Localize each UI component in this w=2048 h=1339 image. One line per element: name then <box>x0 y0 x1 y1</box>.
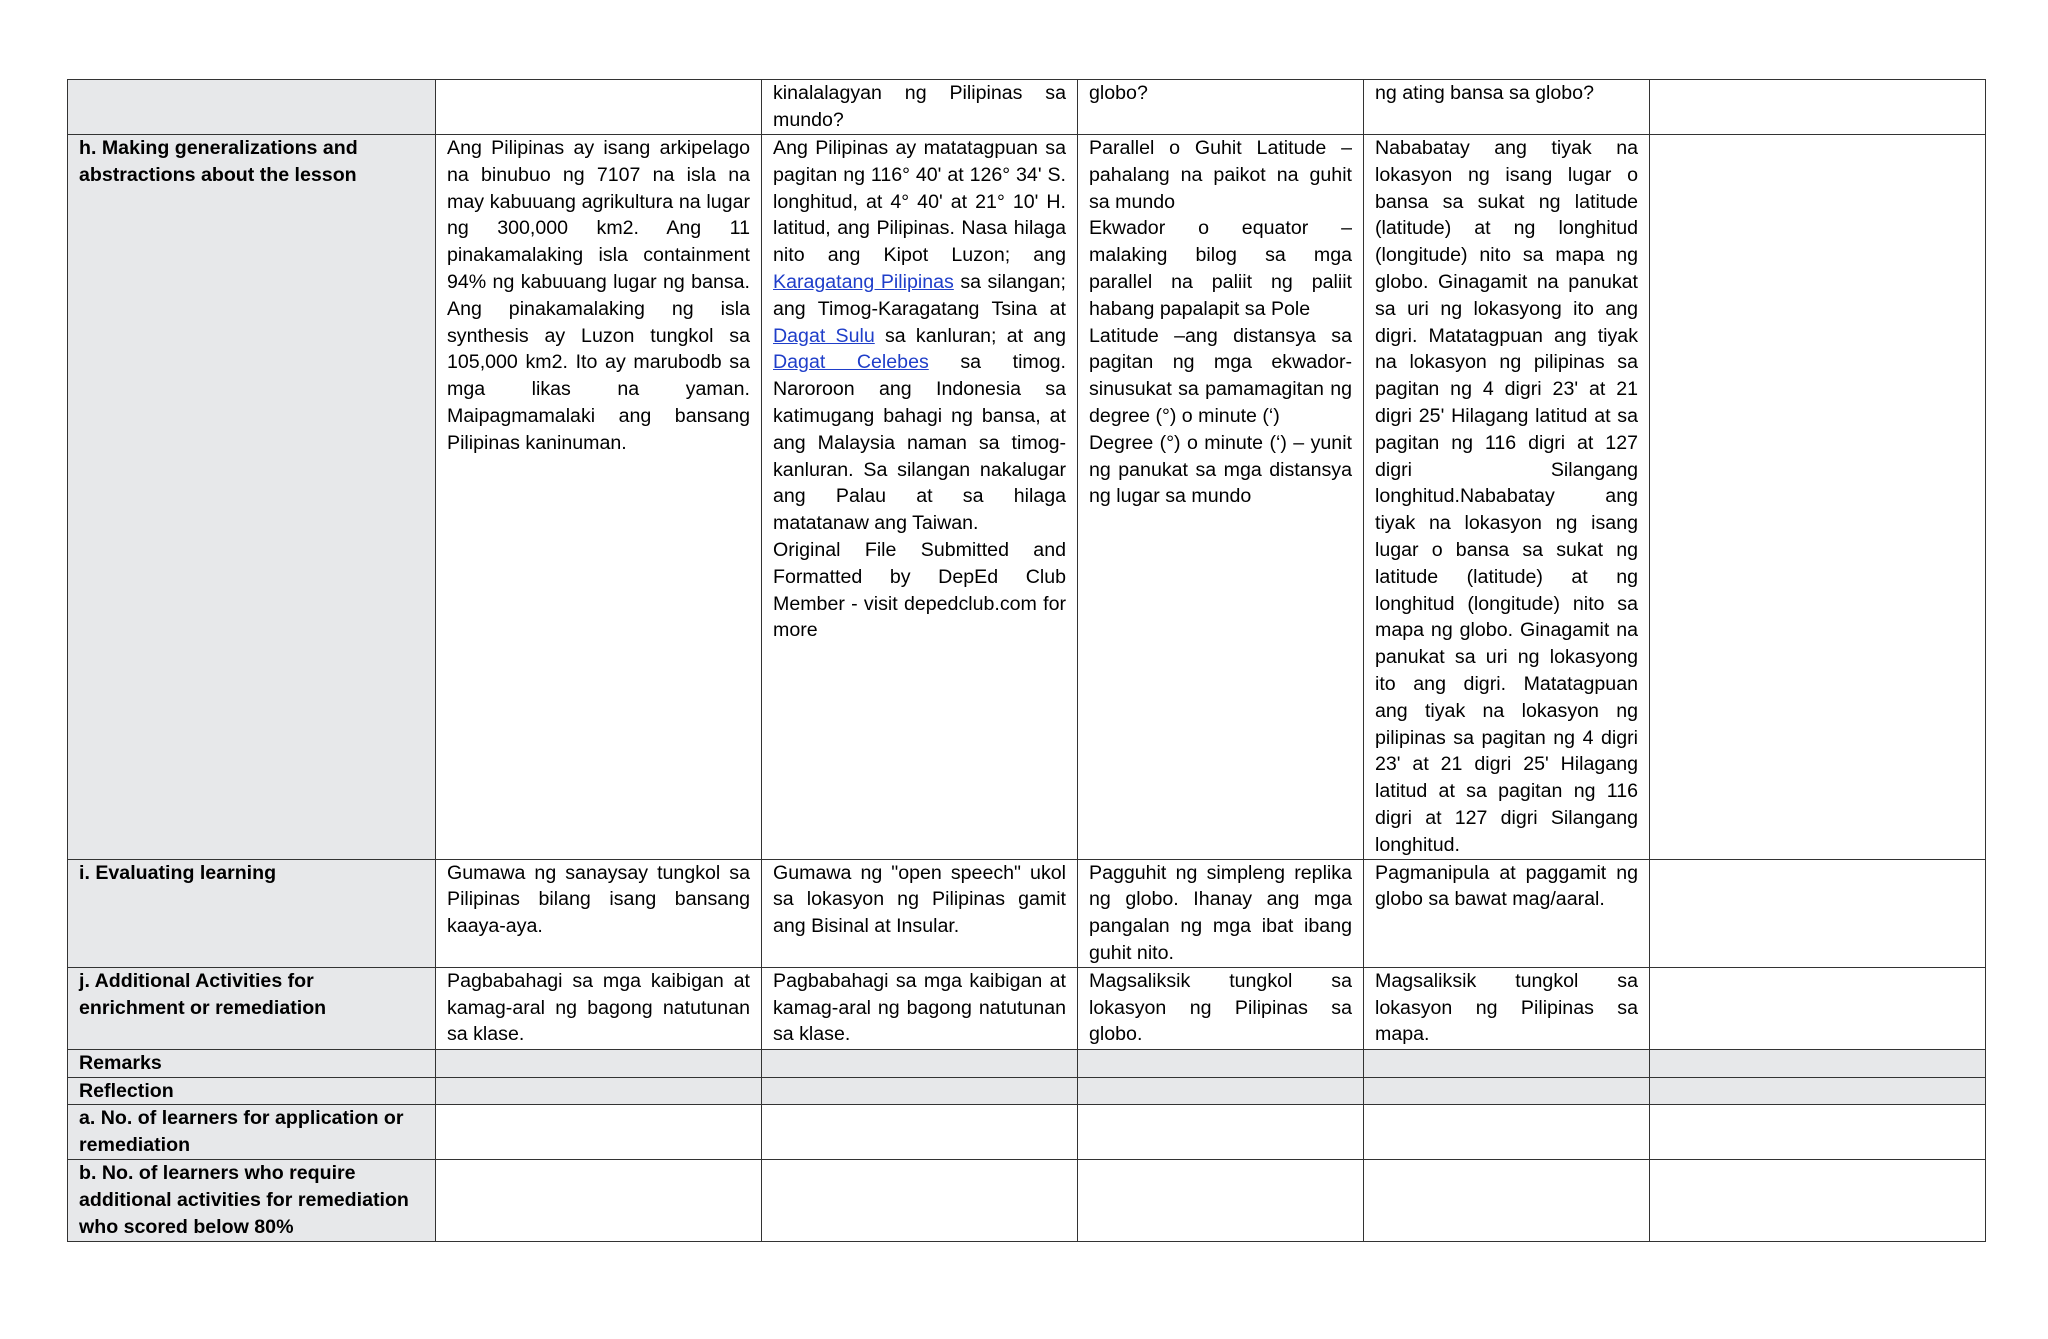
row-label-remarks: Remarks <box>68 1049 436 1077</box>
cell-generalizations-day5 <box>1650 135 1986 860</box>
text-degree-definition: Degree (°) o minute (‘) – yunit ng panukat sa mga distansya ng lugar sa mundo <box>1089 431 1352 508</box>
cell-continuation-day2: kinalalagyan ng Pilipinas sa mundo? <box>762 80 1078 135</box>
row-label-continuation <box>68 80 436 135</box>
cell-additional-day1: Pagbabahagi sa mga kaibigan at kamag-aral ng bagong natutunan sa klase. <box>436 967 762 1049</box>
cell-learners-application-day3 <box>1078 1105 1364 1160</box>
text-latitude-definition: Latitude –ang distansya sa pagitan ng mga ekwador- sinusukat sa pamamagitan ng degree (°) o minute (‘) <box>1089 324 1352 427</box>
cell-learners-application-day1 <box>436 1105 762 1160</box>
cell-reflection-day2 <box>762 1077 1078 1105</box>
cell-remarks-day5 <box>1650 1049 1986 1077</box>
text-location-part2: sa silangan; ang Timog-Karagatang Tsina at <box>773 270 1066 320</box>
cell-continuation-day1 <box>436 80 762 135</box>
table-row-additional-activities <box>68 967 1986 1049</box>
cell-learners-application-day4 <box>1364 1105 1650 1160</box>
cell-evaluating-day5 <box>1650 859 1986 967</box>
cell-additional-day2: Pagbabahagi sa mga kaibigan at kamag-aral ng bagong natutunan sa klase. <box>762 967 1078 1049</box>
cell-remarks-day4 <box>1364 1049 1650 1077</box>
cell-learners-application-day5 <box>1650 1105 1986 1160</box>
cell-learners-remediation-day4 <box>1364 1160 1650 1242</box>
cell-reflection-day1 <box>436 1077 762 1105</box>
cell-generalizations-day2 <box>762 135 1078 860</box>
cell-remarks-day1 <box>436 1049 762 1077</box>
cell-reflection-day3 <box>1078 1077 1364 1105</box>
cell-generalizations-day3 <box>1078 135 1364 860</box>
daily-lesson-log-table <box>67 79 1986 1242</box>
link-dagat-sulu[interactable]: Dagat Sulu <box>773 324 875 347</box>
link-dagat-celebes[interactable]: Dagat Celebes <box>773 351 929 374</box>
cell-reflection-day5 <box>1650 1077 1986 1105</box>
cell-additional-day4: Magsaliksik tungkol sa lokasyon ng Pilipinas sa mapa. <box>1364 967 1650 1049</box>
row-label-reflection: Reflection <box>68 1077 436 1105</box>
row-label-additional-activities: j. Additional Activities for enrichment or remediation <box>68 967 436 1049</box>
text-ekwador-definition: Ekwador o equator – malaking bilog sa mga parallel na paliit ng paliit habang papalapit sa Pole <box>1089 217 1352 320</box>
cell-learners-remediation-day3 <box>1078 1160 1364 1242</box>
text-location-part3: sa kanluran; at ang <box>884 324 1066 347</box>
cell-continuation-day5 <box>1650 80 1986 135</box>
table-row-continuation <box>68 80 1986 135</box>
cell-learners-remediation-day2 <box>762 1160 1078 1242</box>
text-location-part4: sa timog. Naroroon ang Indonesia sa katimugang bahagi ng bansa, at ang Malaysia naman sa timog-kanluran. Sa silangan nakalugar ang Palau at sa hilaga matatanaw ang Taiwan. <box>773 351 1066 535</box>
cell-evaluating-day3: Pagguhit ng simpleng replika ng globo. Ihanay ang mga pangalan ng mga ibat ibang guhit nito. <box>1078 859 1364 967</box>
cell-additional-day3: Magsaliksik tungkol sa lokasyon ng Pilipinas sa globo. <box>1078 967 1364 1049</box>
row-label-learners-remediation: b. No. of learners who require additional activities for remediation who scored below 80% <box>68 1160 436 1242</box>
cell-additional-day5 <box>1650 967 1986 1049</box>
row-label-evaluating: i. Evaluating learning <box>68 859 436 967</box>
text-location-part1: Ang Pilipinas ay matatagpuan sa pagitan ng 116° 40' at 126° 34' S. longhitud, at 4° 40' at 21° 10' H. latitud, ang Pilipinas. Nasa hilaga nito ang Kipot Luzon; ang <box>773 137 1066 267</box>
cell-evaluating-day1: Gumawa ng sanaysay tungkol sa Pilipinas bilang isang bansang kaaya-aya. <box>436 859 762 967</box>
table-row-remarks <box>68 1049 1986 1077</box>
row-label-generalizations: h. Making generalizations and abstractions about the lesson <box>68 135 436 860</box>
text-parallel-definition: Parallel o Guhit Latitude – pahalang na paikot na guhit sa mundo <box>1089 137 1352 213</box>
row-label-learners-application: a. No. of learners for application or remediation <box>68 1105 436 1160</box>
table-row-evaluating <box>68 859 1986 967</box>
cell-continuation-day4: ng ating bansa sa globo? <box>1364 80 1650 135</box>
table-row-learners-application <box>68 1105 1986 1160</box>
text-source-note: Original File Submitted and Formatted by DepEd Club Member - visit depedclub.com for more <box>773 538 1066 642</box>
cell-learners-remediation-day5 <box>1650 1160 1986 1242</box>
cell-continuation-day3: globo? <box>1078 80 1364 135</box>
link-karagatang-pilipinas[interactable]: Karagatang Pilipinas <box>773 270 954 293</box>
table-row-generalizations <box>68 135 1986 860</box>
cell-learners-remediation-day1 <box>436 1160 762 1242</box>
cell-remarks-day2 <box>762 1049 1078 1077</box>
cell-remarks-day3 <box>1078 1049 1364 1077</box>
cell-generalizations-day1: Ang Pilipinas ay isang arkipelago na binubuo ng 7107 na isla na may kabuuang agrikultura na lugar ng 300,000 km2. Ang 11 pinakamalaking isla containment 94% ng kabuuang lugar ng bansa. Ang pinakamalaking ng isla synthesis ay Luzon tungkol sa 105,000 km2. Ito ay marubodb sa mga likas na yaman. Maipagmamalaki ang bansang Pilipinas kaninuman. <box>436 135 762 860</box>
cell-reflection-day4 <box>1364 1077 1650 1105</box>
lesson-log-page <box>67 79 1985 1242</box>
table-row-reflection <box>68 1077 1986 1105</box>
cell-learners-application-day2 <box>762 1105 1078 1160</box>
cell-evaluating-day2: Gumawa ng "open speech" ukol sa lokasyon ng Pilipinas gamit ang Bisinal at Insular. <box>762 859 1078 967</box>
cell-generalizations-day4: Nababatay ang tiyak na lokasyon ng isang lugar o bansa sa sukat ng latitude (latitude) at ng longhitud (longitude) nito sa mapa ng globo. Ginagamit na panukat sa uri ng lokasyong ito ang digri. Matatagpuan ang tiyak na lokasyon ng pilipinas sa pagitan ng 4 digri 23' at 21 digri 25' Hilagang latitud at sa pagitan ng 116 digri at 127 digri Silangang longhitud.Nababatay ang tiyak na lokasyon ng isang lugar o bansa sa sukat ng latitude (latitude) at ng longhitud (longitude) nito sa mapa ng globo. Ginagamit na panukat sa uri ng lokasyong ito ang digri. Matatagpuan ang tiyak na lokasyon ng pilipinas sa pagitan ng 4 digri 23' at 21 digri 25' Hilagang latitud at sa pagitan ng 116 digri at 127 digri Silangang longhitud. <box>1364 135 1650 860</box>
table-row-learners-remediation <box>68 1160 1986 1242</box>
cell-evaluating-day4: Pagmanipula at paggamit ng globo sa bawat mag/aaral. <box>1364 859 1650 967</box>
